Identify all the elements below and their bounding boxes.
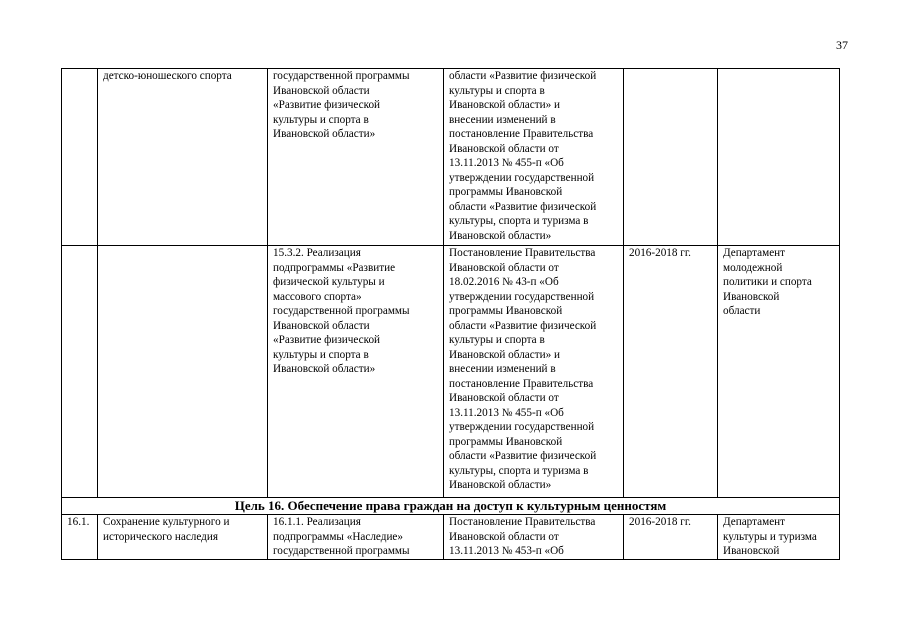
document-cell: Постановление Правительства Ивановской области от 18.02.2016 № 43-п «Об утверждении государственной программы Ивановской области «Развитие физической культуры и спорта в Ивановской области» и внесении изменений в постановление Правительства Ивановской области от 13.11.2013 № 455-п «Об утверждении государственной программы Ивановской области «Развитие физической культуры, спорта и туризма в Ивановской области» — [444, 246, 624, 498]
goal-heading-row — [62, 498, 840, 515]
document-cell: области «Развитие физической культуры и спорта в Ивановской области» и внесении изменений в постановление Правительства Ивановской области от 13.11.2013 № 455-п «Об утверждении государственной программы Ивановской области «Развитие физической культуры, спорта и туризма в Ивановской области» — [444, 69, 624, 246]
period-cell — [624, 69, 718, 246]
task-cell — [98, 246, 268, 498]
executor-cell: Департамент культуры и туризма Ивановской — [718, 515, 840, 560]
activity-cell: государственной программы Ивановской области «Развитие физической культуры и спорта в Ивановской области» — [268, 69, 444, 246]
activity-cell: 16.1.1. Реализация подпрограммы «Наследие» государственной программы — [268, 515, 444, 560]
period-cell: 2016-2018 гг. — [624, 515, 718, 560]
table-row — [62, 69, 840, 246]
row-number-cell — [62, 69, 98, 246]
task-cell: Сохранение культурного и исторического наследия — [98, 515, 268, 560]
table-row — [62, 246, 840, 498]
period-cell: 2016-2018 гг. — [624, 246, 718, 498]
executor-cell: Департамент молодежной политики и спорта Ивановской области — [718, 246, 840, 498]
goal-heading: Цель 16. Обеспечение права граждан на доступ к культурным ценностям — [62, 498, 840, 515]
measures-table — [61, 68, 840, 560]
row-number-cell: 16.1. — [62, 515, 98, 560]
activity-cell: 15.3.2. Реализация подпрограммы «Развитие физической культуры и массового спорта» государственной программы Ивановской области «Развитие физической культуры и спорта в Ивановской области» — [268, 246, 444, 498]
table-row — [62, 515, 840, 560]
executor-cell — [718, 69, 840, 246]
task-cell: детско-юношеского спорта — [98, 69, 268, 246]
page-number: 37 — [836, 38, 848, 52]
document-cell: Постановление Правительства Ивановской области от 13.11.2013 № 453-п «Об — [444, 515, 624, 560]
row-number-cell — [62, 246, 98, 498]
